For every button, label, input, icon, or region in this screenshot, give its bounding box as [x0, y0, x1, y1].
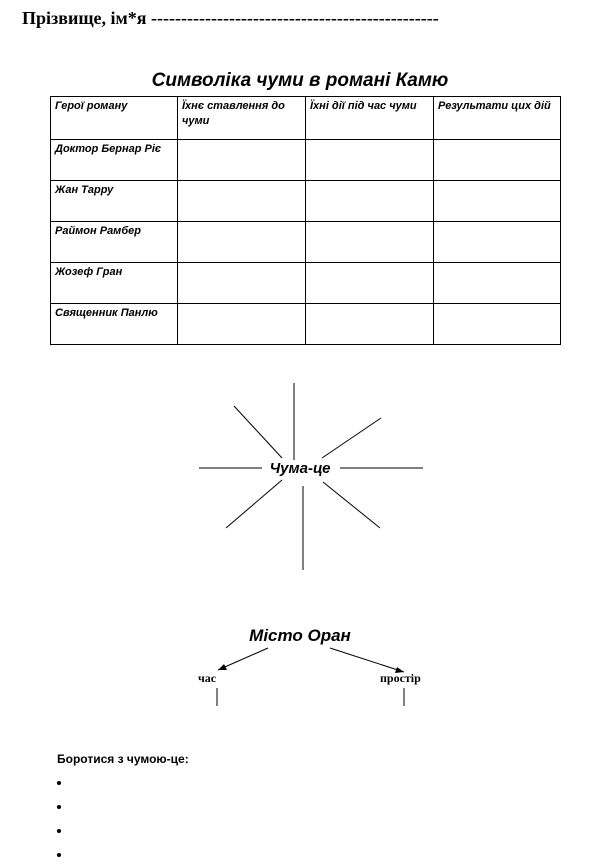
hero-name-cell: Жозеф Гран	[51, 263, 178, 304]
column-header: Їхнє ставлення до чуми	[178, 97, 306, 140]
hero-name-cell: Доктор Бернар Ріє	[51, 140, 178, 181]
column-header: Герої роману	[51, 97, 178, 140]
city-title: Місто Оран	[249, 626, 351, 645]
name-line: Прізвище, ім*я ------------------------------------------------	[22, 8, 439, 28]
cluster-ray	[226, 480, 282, 528]
column-header: Їхні дії під час чуми	[306, 97, 434, 140]
space-label: простір	[380, 671, 421, 685]
hero-name-cell: Раймон Рамбер	[51, 222, 178, 263]
time-label: час	[198, 671, 217, 685]
city-arrow-left	[218, 648, 268, 670]
column-header: Результати цих дій	[434, 97, 561, 140]
city-arrow-right	[330, 648, 404, 672]
hero-name-cell: Священник Панлю	[51, 304, 178, 345]
table-title: Символіка чуми в романі Камю	[151, 70, 449, 91]
fight-bullet-list	[57, 770, 71, 866]
cluster-ray	[322, 418, 381, 458]
fight-label: Боротися з чумою-це:	[57, 752, 189, 766]
cluster-center-label: Чума-це	[269, 460, 331, 477]
hero-name-cell: Жан Тарру	[51, 181, 178, 222]
cluster-ray	[234, 406, 282, 458]
cluster-ray	[323, 482, 380, 528]
